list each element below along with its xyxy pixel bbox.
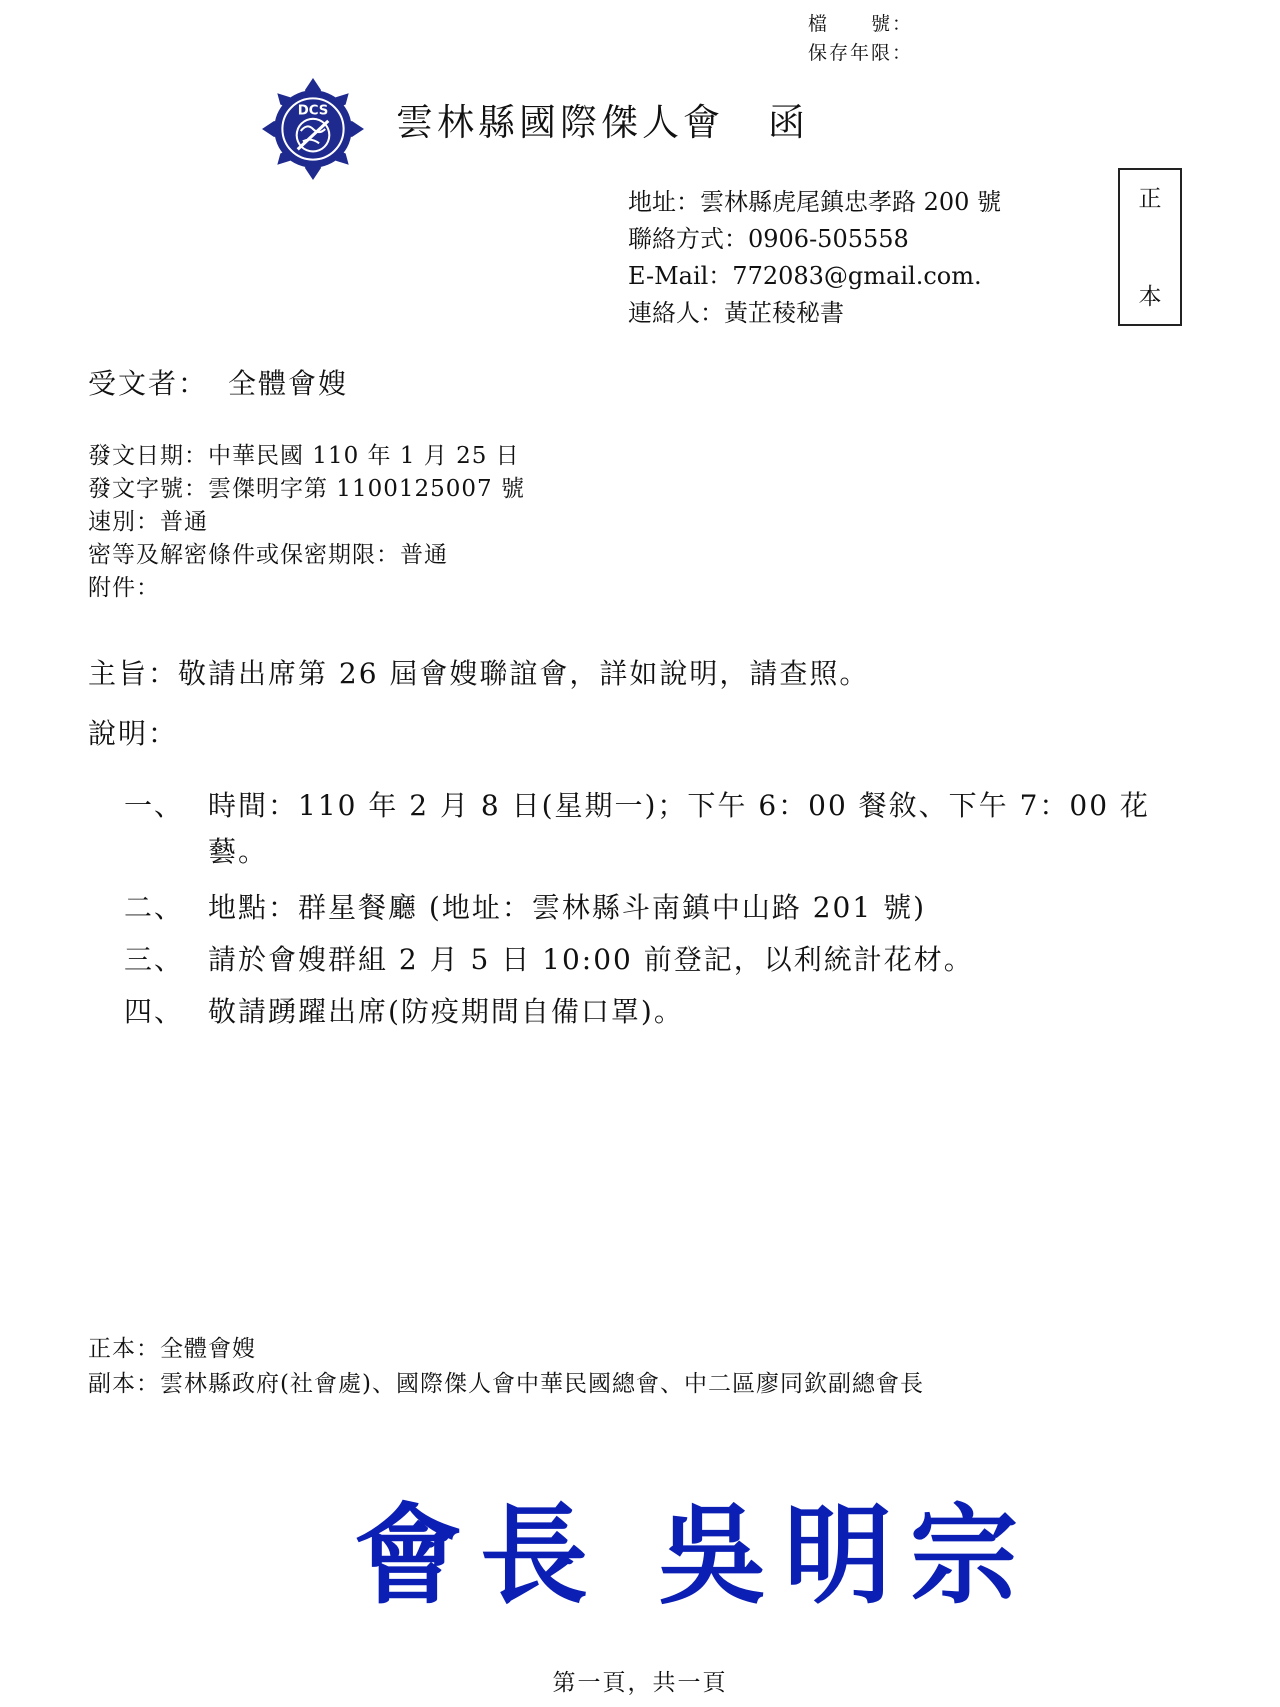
document-type: 函: [768, 101, 809, 144]
signature-title: 會長: [354, 1494, 607, 1619]
email: E-Mail：772083@gmail.com.: [628, 262, 982, 290]
contact-person: 連絡人：黃芷稜秘書: [628, 299, 844, 327]
address: 地址：雲林縣虎尾鎮忠孝路 200 號: [628, 188, 1002, 216]
copy-box-char-2: 本: [1138, 284, 1162, 310]
item-text: 地點：群星餐廳 (地址：雲林縣斗南鎮中山路 201 號): [208, 891, 926, 924]
contact-info: [628, 184, 1001, 332]
item-text: 敬請踴躍出席(防疫期間自備口罩)。: [208, 995, 684, 1028]
item-number: 三、: [124, 943, 185, 976]
item-number: 一、: [124, 789, 185, 822]
signature-name: 吳明宗: [658, 1494, 1037, 1619]
distribution: [88, 1332, 924, 1402]
copy-recipients: 副本：雲林縣政府(社會處)、國際傑人會中華民國總會、中二區廖同欽副總會長: [88, 1371, 924, 1397]
subject: 主旨：敬請出席第 26 屆會嫂聯誼會，詳如說明，請查照。: [88, 657, 870, 690]
phone: 聯絡方式：0906-505558: [628, 225, 909, 253]
delivery-speed: 速別：普通: [88, 509, 208, 535]
item-number: 四、: [124, 995, 185, 1028]
document-meta: [88, 440, 525, 605]
item-text: 時間：110 年 2 月 8 日(星期一)；下午 6：00 餐敘、下午 7：00 花: [208, 789, 1150, 822]
dcs-logo-icon: [262, 78, 364, 180]
issue-date: 發文日期：中華民國 110 年 1 月 25 日: [88, 443, 520, 469]
original-copy-box: [1118, 168, 1182, 326]
recipient-value: 全體會嫂: [228, 367, 349, 400]
item-text: 請於會嫂群組 2 月 5 日 10:00 前登記，以利統計花材。: [208, 943, 974, 976]
original-recipients: 正本：全體會嫂: [88, 1336, 256, 1362]
attachment: 附件：: [88, 575, 160, 601]
recipient: [88, 364, 348, 404]
item-text-continued: 藝。: [208, 835, 269, 868]
page-footer: 第一頁，共一頁: [552, 1670, 728, 1696]
signature: [354, 1492, 1036, 1622]
item-number: 二、: [124, 891, 185, 924]
recipient-label: 受文者：: [88, 367, 209, 400]
archive-info: [808, 10, 913, 68]
retention-period-label: 保存年限：: [808, 42, 914, 64]
logo-text: DCS: [297, 103, 329, 119]
organization-name: 雲林縣國際傑人會: [396, 101, 724, 144]
letter-title: [396, 98, 809, 148]
file-number-label: 檔 號：: [808, 13, 914, 35]
copy-box-char-1: 正: [1138, 186, 1162, 212]
secrecy-level: 密等及解密條件或保密期限：普通: [88, 542, 448, 568]
explanation-label: 說明：: [88, 717, 179, 750]
document-number: 發文字號：雲傑明字第 1100125007 號: [88, 476, 525, 502]
